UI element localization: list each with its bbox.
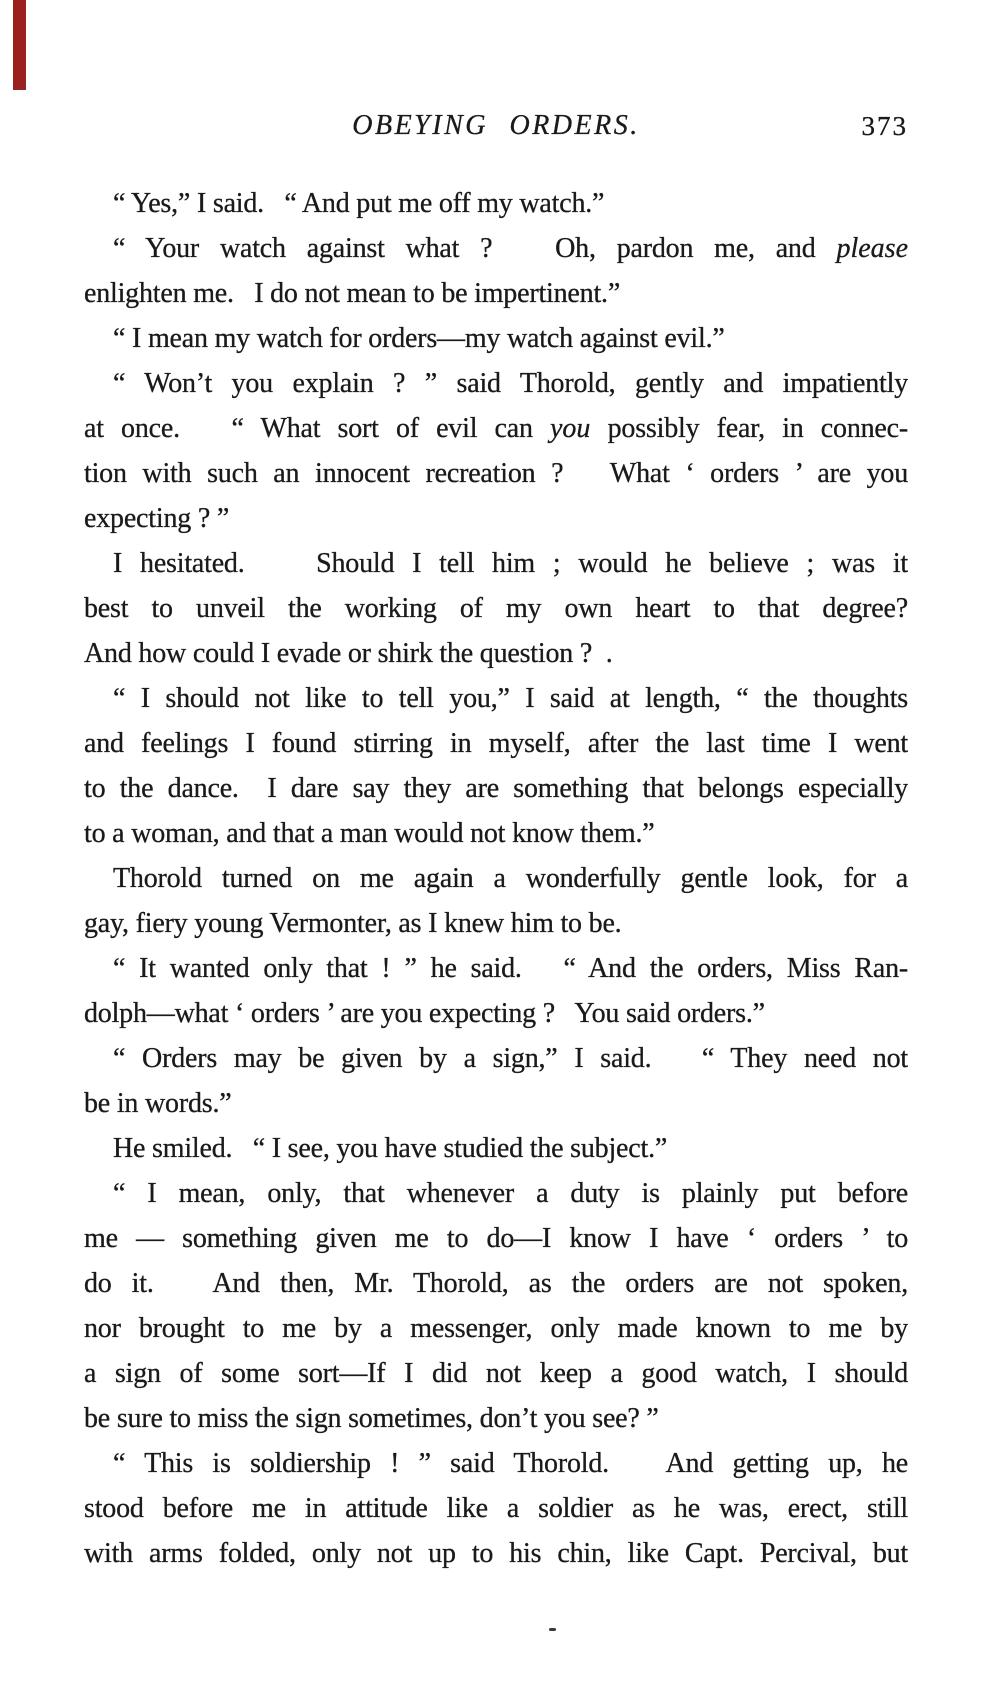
body-text [84, 181, 908, 1576]
text-line: “ I mean my watch for orders—my watch against evil.” [113, 323, 725, 354]
text-line: me — something given me to do—I know I have ‘ orders ’ to [84, 1223, 908, 1254]
red-scan-artifact [13, 0, 26, 90]
paragraph [84, 541, 908, 676]
text-line: best to unveil the working of my own heart to that degree? [84, 593, 908, 624]
text-line: “ It wanted only that ! ” he said. “ And the orders, Miss Ran- [113, 953, 908, 984]
paragraph [84, 946, 908, 1036]
text-line: stood before me in attitude like a soldier as he was, erect, still [84, 1493, 908, 1524]
text-line: “ Orders may be given by a sign,” I said. “ They need not [113, 1043, 908, 1074]
text-line: enlighten me. I do not mean to be impertinent.” [84, 278, 621, 309]
paragraph [84, 226, 908, 316]
text-line: and feelings I found stirring in myself, after the last time I went [84, 728, 908, 759]
paragraph [84, 676, 908, 856]
text-line: with arms folded, only not up to his chin, like Capt. Percival, but [84, 1538, 908, 1569]
text-line [84, 226, 908, 271]
text-line: I hesitated. Should I tell him ; would he believe ; was it [113, 548, 908, 579]
italic-word: please [836, 233, 908, 264]
paragraph [84, 856, 908, 946]
ink-speck [549, 1628, 556, 1631]
text-line: He smiled. “ I see, you have studied the subject.” [113, 1133, 668, 1164]
text-segment: “ Your watch against what ? Oh, pardon me, and [113, 233, 837, 264]
text-line: tion with such an innocent recreation ? What ‘ orders ’ are you [84, 458, 908, 489]
text-line: be sure to miss the sign sometimes, don’t you see? ” [84, 1403, 659, 1434]
paragraph [84, 361, 908, 541]
text-line: to the dance. I dare say they are something that belongs especially [84, 773, 908, 804]
text-line: expecting ? ” [84, 503, 230, 534]
italic-word: you [549, 413, 591, 444]
paragraph [84, 1171, 908, 1441]
text-line: “ I should not like to tell you,” I said at length, “ the thoughts [113, 683, 908, 714]
text-segment: at once. “ What sort of evil can [84, 413, 550, 444]
text-line: “ Yes,” I said. “ And put me off my watch.” [113, 188, 605, 219]
text-line [84, 406, 908, 451]
text-line: do it. And then, Mr. Thorold, as the orders are not spoken, [84, 1268, 908, 1299]
text-line: And how could I evade or shirk the question ? . [84, 638, 613, 669]
page-number: 373 [861, 111, 908, 141]
running-header [84, 110, 908, 152]
text-segment: possibly fear, in connec- [590, 413, 908, 444]
text-line: “ Won’t you explain ? ” said Thorold, gently and impatiently [113, 368, 908, 399]
text-line: “ I mean, only, that whenever a duty is plainly put before [113, 1178, 908, 1209]
text-line: Thorold turned on me again a wonderfully gentle look, for a [113, 863, 908, 894]
text-line: dolph—what ‘ orders ’ are you expecting ? You said orders.” [84, 998, 765, 1029]
text-line: to a woman, and that a man would not know them.” [84, 818, 655, 849]
text-line: be in words.” [84, 1088, 232, 1119]
text-line: nor brought to me by a messenger, only made known to me by [84, 1313, 908, 1344]
text-line: gay, fiery young Vermonter, as I knew him to be. [84, 908, 622, 939]
paragraph [84, 1126, 908, 1171]
paragraph [84, 1441, 908, 1576]
text-line: “ This is soldiership ! ” said Thorold. And getting up, he [113, 1448, 908, 1479]
paragraph [84, 316, 908, 361]
running-header-title: OBEYING ORDERS. [352, 110, 640, 141]
paragraph [84, 1036, 908, 1126]
paragraph [84, 181, 908, 226]
text-line: a sign of some sort—If I did not keep a good watch, I should [84, 1358, 908, 1389]
